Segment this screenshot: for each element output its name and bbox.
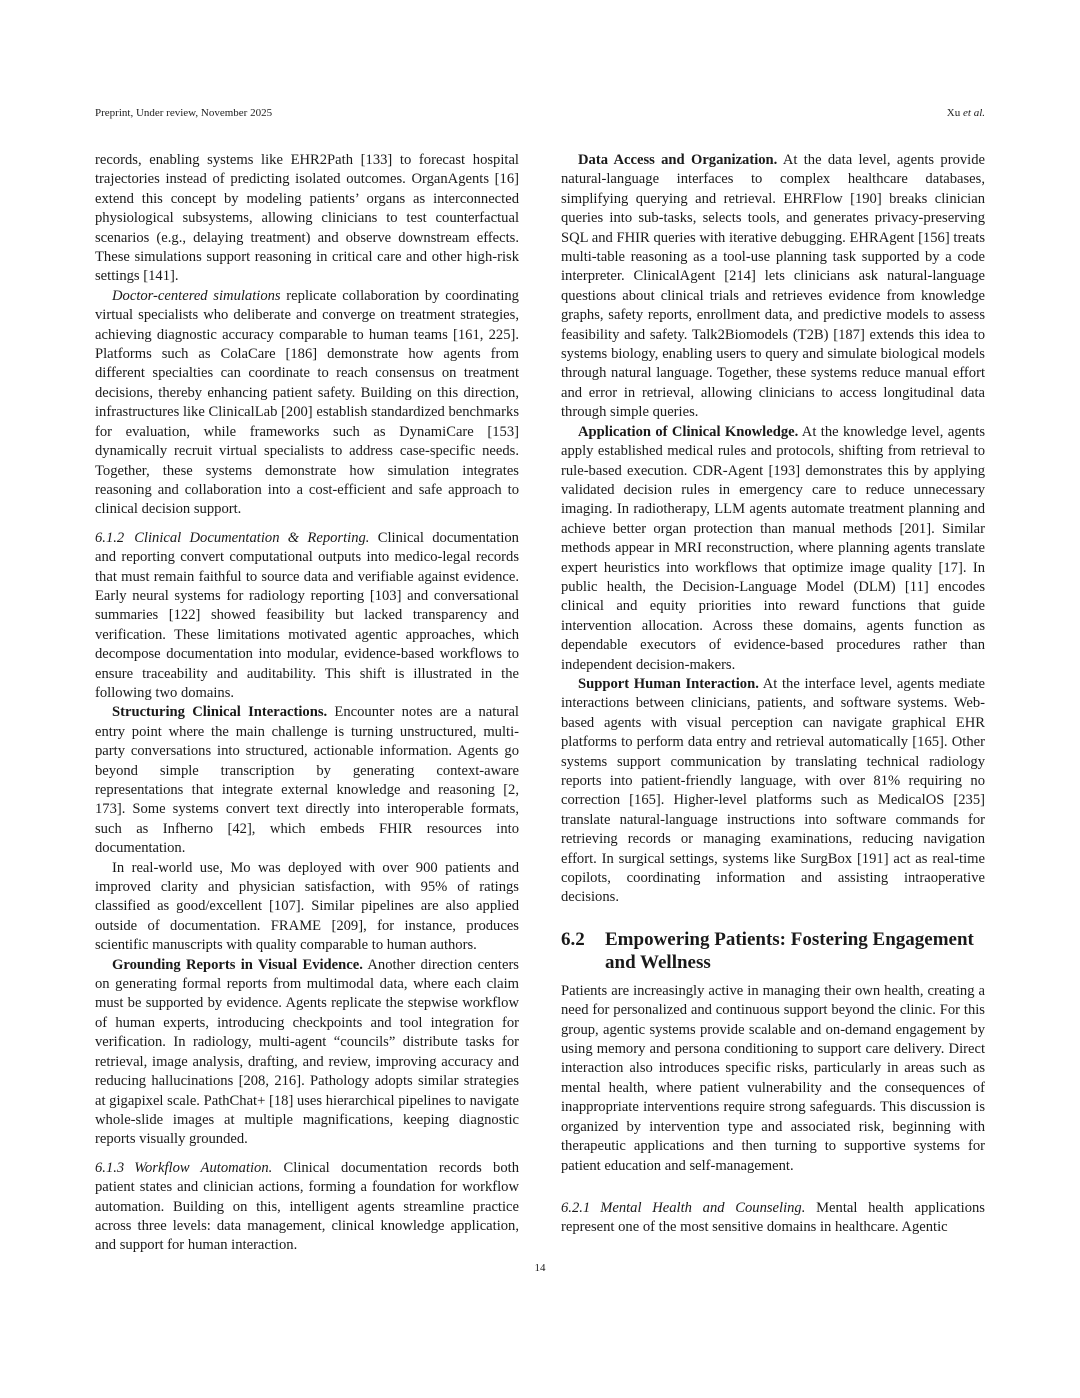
paragraph: Support Human Interaction. At the interface level, agents mediate interactions between clinicians, patients, and software systems. Web-based agents with visual perception can navigate graphical EHR platforms to perform data entry and retrieval automatically [165]. Other systems support communication by translating technical radiology reports into patient-friendly language, with over 81% requiring no correction [165]. Higher-level platforms such as MedicalOS [235] translate natural-language instructions into software commands for retrieving records or managing examinations, reducing navigation effort. In surgical settings, systems like SurgBox [191] act as real-time copilots, coordinating information and assisting intraoperative decisions. [561, 675, 985, 906]
subsection-title: Clinical Documentation & Reporting. [134, 529, 370, 546]
section-title: Empowering Patients: Fostering Engagement and Wellness [605, 928, 974, 973]
running-header [95, 107, 985, 123]
section-heading-6-2: 6.2 Empowering Patients: Fostering Engagement and Wellness [561, 928, 985, 974]
left-column [95, 151, 519, 1256]
paragraph: Doctor-centered simulations replicate collaboration by coordinating virtual specialists who deliberate and converge on treatment strategies, achieving diagnostic accuracy comparable to human teams [161, 225]. Platforms such as ColaCare [186] demonstrate how agents from different specialties can coordinate to reach consensus on treatment decisions, thereby enhancing patient safety. Building on this direction, infrastructures like ClinicalLab [200] establish standardized benchmarks for evaluation, while frameworks such as DynamiCare [153] dynamically recruit virtual specialists to address case-specific needs. Together, these systems demonstrate how simulation integrates reasoning and collaboration into a cost-efficient and safe approach to clinical decision support. [95, 287, 519, 518]
paragraph: In real-world use, Mo was deployed with over 900 patients and improved clarity and physician satisfaction, with 95% of ratings classified as good/excellent [107]. Similar pipelines are also applied outside of documentation. FRAME [209], for instance, produces scientific manuscripts with quality comparable to human authors. [95, 859, 519, 954]
subsection-6-1-2: 6.1.2 Clinical Documentation & Reporting. Clinical documentation and reporting convert computational outputs into medico-legal records that must remain faithful to source data and verifiable against evidence. Early neural systems for radiology reporting [103] and conversational summaries [122] showed feasibility but lacked transparency and verification. These limitations motivated agentic approaches, which decompose documentation into modular, evidence-based workflows to ensure traceability and auditability. This shift is illustrated in the following two domains. [95, 529, 519, 701]
header-author: Xu et al. [946, 107, 985, 119]
header-venue: Preprint, Under review, November 2025 [95, 107, 273, 119]
subsection-6-2-1: 6.2.1 Mental Health and Counseling. Mental health applications represent one of the most sensitive domains in healthcare. Agentic [561, 1199, 985, 1236]
paragraph: Patients are increasingly active in managing their own health, creating a need for personalized and continuous support beyond the clinic. For this group, agentic systems provide scalable and on-demand engagement by using memory and persona conditioning to support care delivery. Direct interaction also introduces specific risks, particularly in areas such as mental health, where patient vulnerability and the consequences of inappropriate interventions require strong safeguards. This discussion is organized by intervention type and associated risk, beginning with therapeutic applications and then turning to supportive systems for patient education and self-management. [561, 982, 985, 1174]
paragraph: Grounding Reports in Visual Evidence. Another direction centers on generating formal reports from multimodal data, where each claim must be supported by evidence. Agents replicate the stepwise workflow of human experts, introducing checkpoints and tool integration for verification. In radiology, multi-agent “councils” distribute tasks for retrieval, image analysis, drafting, and review, improving accuracy and reducing hallucinations [208, 216]. Pathology adopts similar strategies at gigapixel scale. PathChat+ [18] uses hierarchical pipelines to navigate whole-slide images at multiple magnifications, keeping diagnostic reports visually grounded. [95, 956, 520, 1148]
right-column [561, 151, 985, 1238]
subsection-title: Workflow Automation. [134, 1159, 273, 1176]
paragraph: Application of Clinical Knowledge. At the knowledge level, agents apply established medical rules and protocols, shifting from retrieval to rule-based execution. CDR-Agent [193] demonstrates this by applying validated decision rules in emergency care to reduce unnecessary imaging. In radiotherapy, LLM agents automate treatment planning and achieve better organ protection than manual methods [201]. Similar methods appear in MRI reconstruction, where planning agents translate expert heuristics into workflows that optimize image quality [17]. In public health, the Decision-Language Model (DLM) [11] encodes clinical and equity priorities into reward functions that guide intervention allocation. Across these domains, agents function as dependable executors of evidence-based procedures rather than independent decision-makers. [561, 423, 985, 673]
paragraph: Data Access and Organization. At the data level, agents provide natural-language interfaces to complex healthcare databases, simplifying querying and retrieval. EHRFlow [190] breaks clinician queries into sub-tasks, selects tools, and generates privacy-preserving SQL and FHIR queries with iterative debugging. EHRAgent [156] treats multi-table reasoning as a tool-use planning task supported by a code interpreter. ClinicalAgent [214] lets clinicians ask natural-language questions about clinical trials and retrieves evidence from knowledge graphs, safety reports, enrollment data, and predictive models to assess feasibility and safety. Talk2Biomodels (T2B) [187] extends this idea to systems biology, enabling users to query and simulate biological models through natural language. Together, these systems reduce manual effort and error in retrieval, allowing clinicians to access longitudinal data through simple queries. [561, 152, 985, 421]
subsection-6-1-3: 6.1.3 Workflow Automation. Clinical documentation records both patient states and clinician actions, forming a foundation for workflow automation. Building on this, intelligent agents streamline practice across three levels: data management, clinical knowledge application, and support for human interaction. [95, 1159, 520, 1254]
subsection-title: Mental Health and Counseling. [600, 1199, 806, 1216]
page-number: 14 [534, 1262, 546, 1274]
paragraph: records, enabling systems like EHR2Path [133] to forecast hospital trajectories instead of predicting isolated outcomes. OrganAgents [16] extend this concept by modeling patients’ organs as interconnected physiological subsystems, allowing clinicians to test counterfactual scenarios (e.g., delaying treatment) and observe downstream effects. These simulations support reasoning in critical care and other high-risk settings [141]. [95, 152, 519, 285]
paragraph: Structuring Clinical Interactions. Encounter notes are a natural entry point where the main challenge is turning unstructured, multi-party conversations into structured, actionable information. Agents go beyond simple transcription by generating context-aware representations that integrate external knowledge and reasoning [2, 173]. Some systems convert text directly into interoperable formats, such as Infherno [42], which embeds FHIR resources into documentation. [95, 704, 519, 857]
